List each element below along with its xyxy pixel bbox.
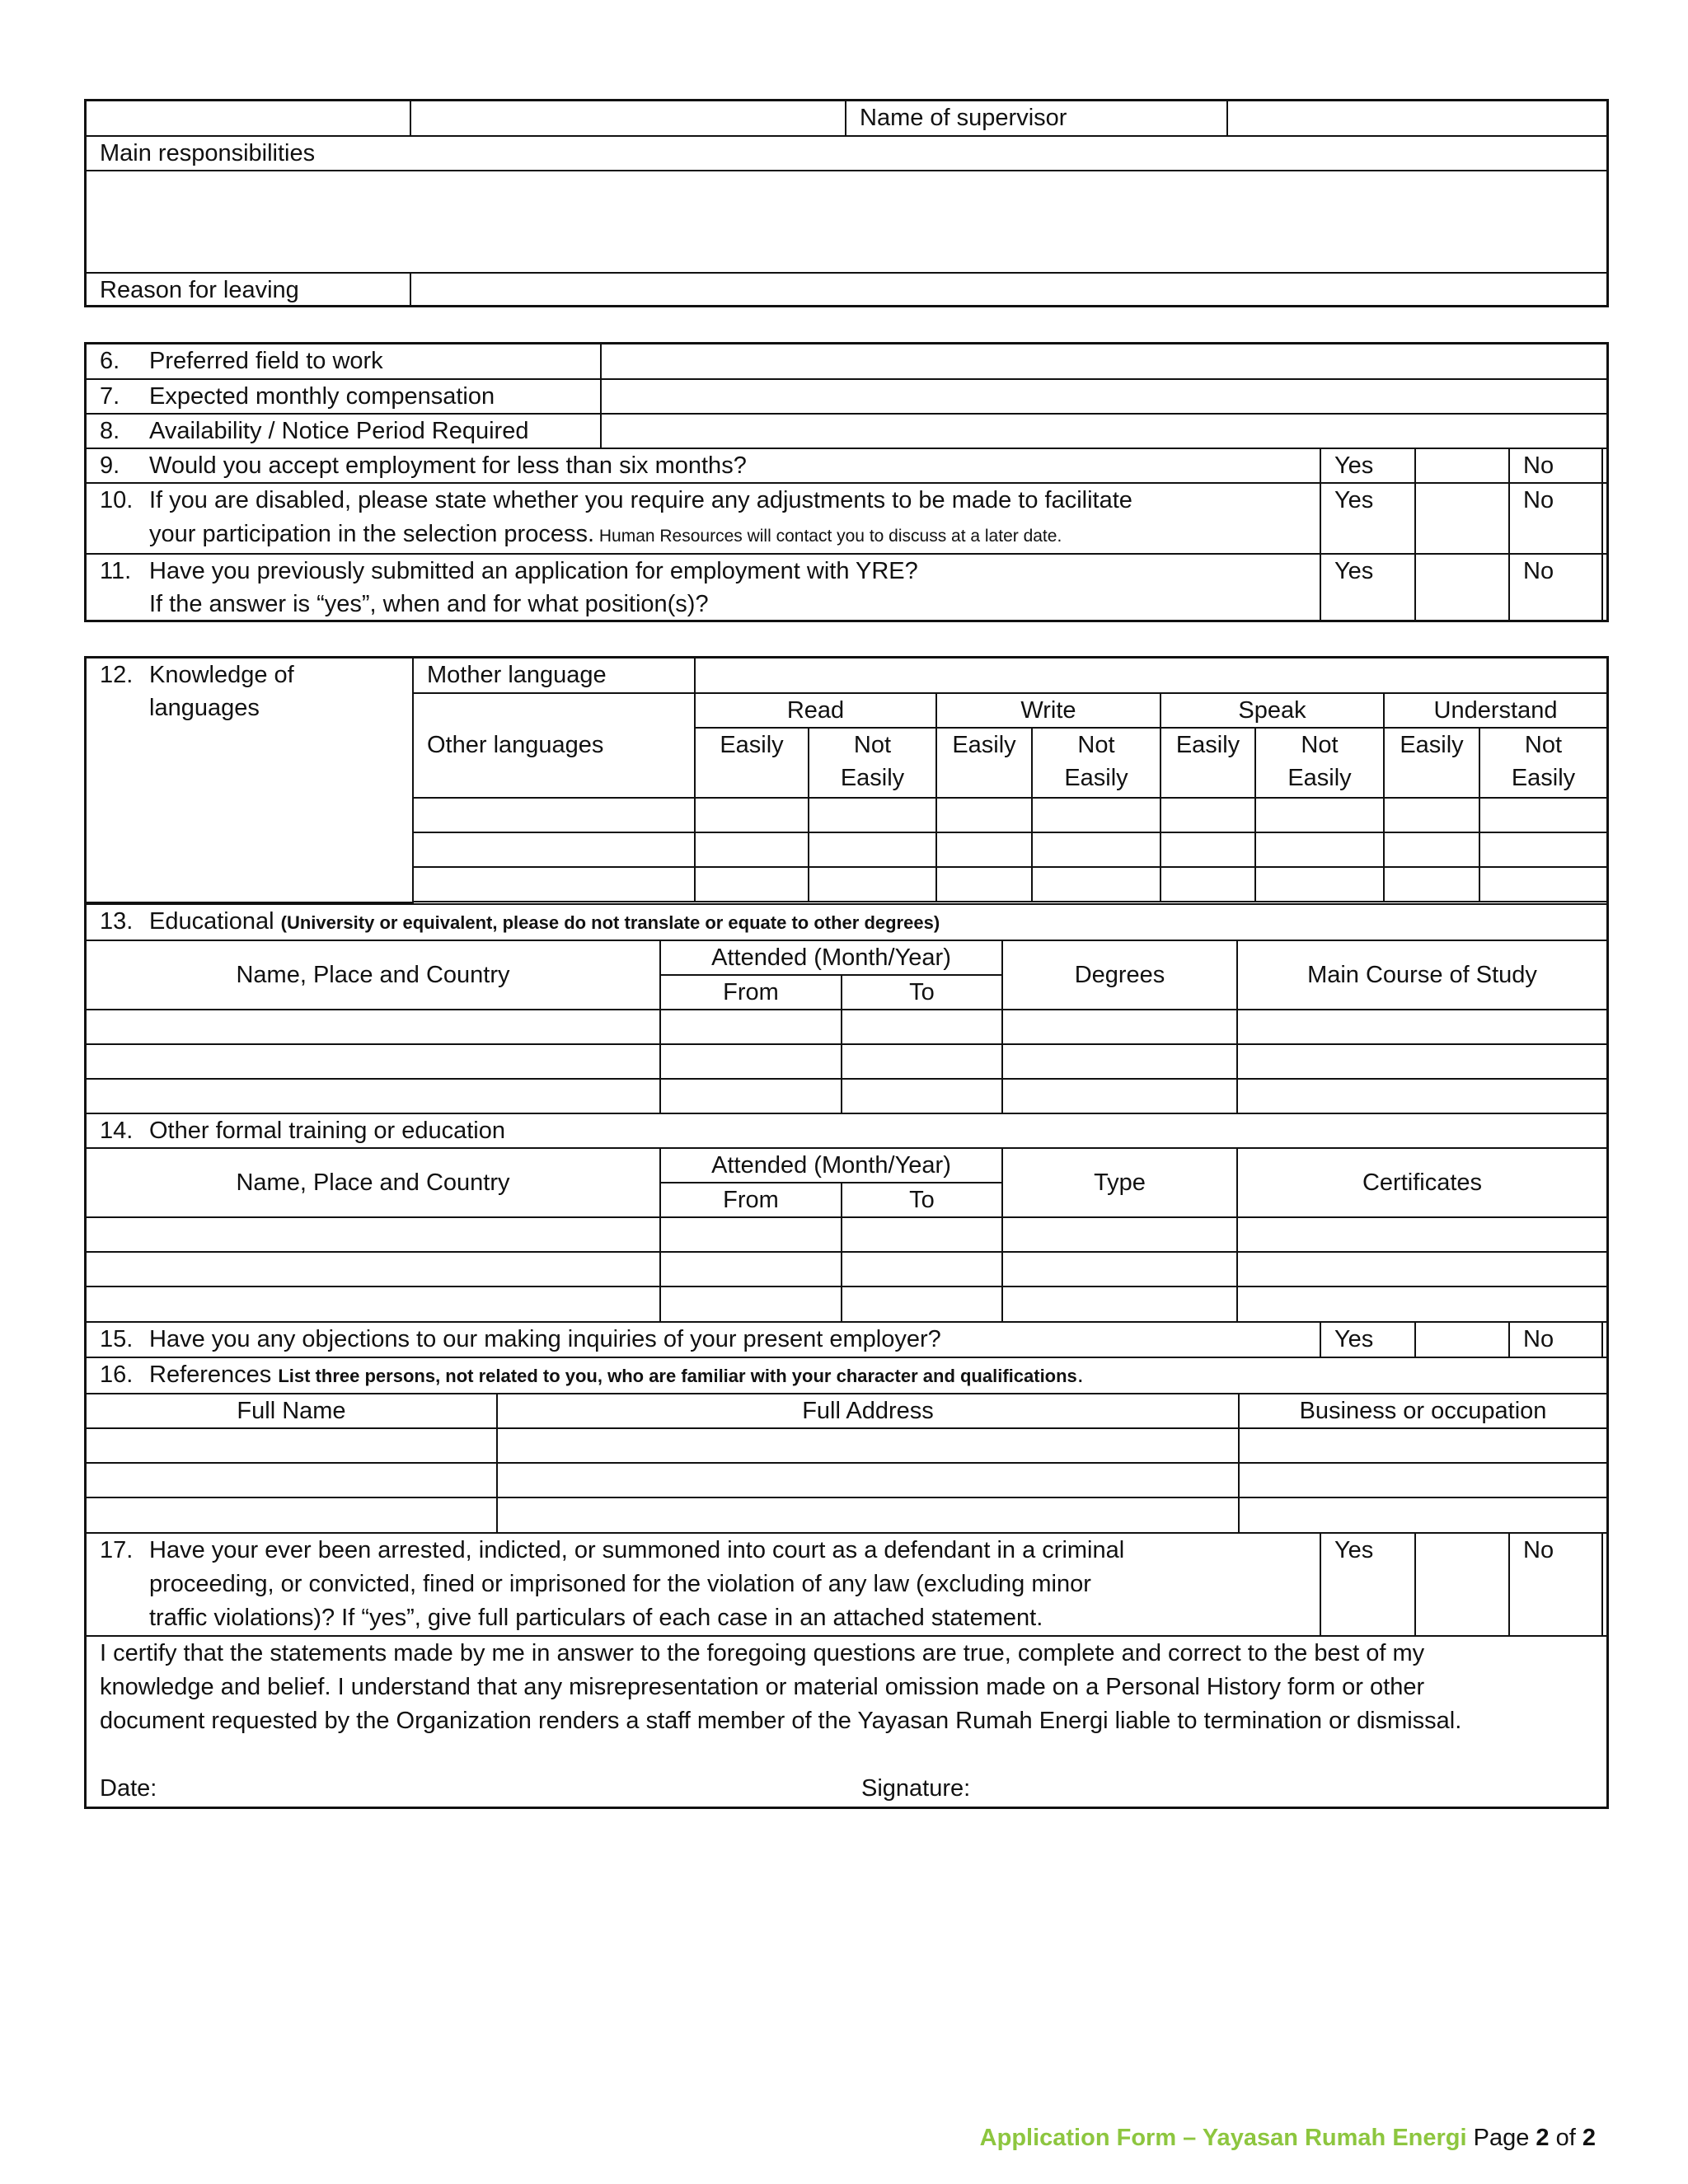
- education-attended-header: Attended (Month/Year): [660, 940, 1002, 975]
- q11-no-label: No: [1509, 554, 1602, 621]
- q11-yes-label: Yes: [1320, 554, 1415, 621]
- q17-no-box[interactable]: [1602, 1533, 1606, 1635]
- q10-label: 10. If you are disabled, please state whether you require any adjustments to be made to facilitate your participation in the selection process. Human Resources will contact you to discuss at a later date.: [87, 483, 1320, 554]
- education-row: [87, 1044, 1606, 1079]
- leaving-label: Reason for leaving: [87, 273, 410, 307]
- education-to-header: To: [842, 975, 1002, 1010]
- mother-language-label: Mother language: [413, 658, 695, 693]
- certification: [87, 1635, 1606, 1802]
- training-to-header: To: [842, 1183, 1002, 1217]
- employer-field[interactable]: [87, 101, 410, 136]
- employment-block: [84, 99, 1609, 307]
- page-total: 2: [1582, 2125, 1596, 2151]
- q15-no-box[interactable]: [1602, 1322, 1606, 1357]
- training-from-header: From: [660, 1183, 842, 1217]
- questions-block: [84, 342, 1609, 622]
- language-name-field[interactable]: [413, 832, 695, 867]
- ref-name-header: Full Name: [87, 1394, 497, 1428]
- ref-business-header: Business or occupation: [1239, 1394, 1606, 1428]
- speak-header: Speak: [1160, 693, 1384, 728]
- write-header: Write: [936, 693, 1160, 728]
- speak-not-easily: Not Easily: [1255, 728, 1384, 797]
- q10-no-label: No: [1509, 483, 1602, 554]
- education-row: [87, 1010, 1606, 1044]
- q8-label: 8. Availability / Notice Period Required: [87, 414, 601, 448]
- speak-easily: Easily: [1160, 728, 1255, 797]
- training-title: 14. Other formal training or education: [87, 1113, 1606, 1148]
- education-name-header: Name, Place and Country: [87, 940, 660, 1010]
- training-row: [87, 1252, 1606, 1286]
- education-degrees-header: Degrees: [1002, 940, 1237, 1010]
- reference-row: [87, 1428, 1606, 1463]
- q9-label: 9. Would you accept employment for less than six months?: [87, 448, 1320, 483]
- references-title: 16. References List three persons, not related to you, who are familiar with your character and qualifications.: [87, 1357, 1606, 1394]
- q15-yes-label: Yes: [1320, 1322, 1415, 1357]
- training-row: [87, 1286, 1606, 1321]
- language-name-field[interactable]: [413, 798, 695, 832]
- references-table: [87, 1357, 1606, 1532]
- page-number: 2: [1536, 2125, 1550, 2151]
- q17-no-label: No: [1509, 1533, 1602, 1635]
- certify-line-2: knowledge and belief. I understand that any misrepresentation or material omission made on a Personal History form or other: [100, 1674, 1425, 1700]
- other-languages-label: Other languages: [413, 693, 695, 797]
- training-name-header: Name, Place and Country: [87, 1148, 660, 1217]
- q15-table: [87, 1321, 1606, 1357]
- q6-label: 6. Preferred field to work: [87, 344, 601, 379]
- q9-no-box[interactable]: [1602, 448, 1606, 483]
- training-row: [87, 1217, 1606, 1252]
- q8-field[interactable]: [601, 414, 1606, 448]
- ref-address-header: Full Address: [497, 1394, 1239, 1428]
- q11-no-box[interactable]: [1602, 554, 1606, 621]
- education-table: [87, 903, 1606, 1321]
- understand-header: Understand: [1384, 693, 1606, 728]
- language-name-field[interactable]: [413, 867, 695, 902]
- responsibilities-label: Main responsibilities: [87, 136, 1606, 171]
- q11-yes-box[interactable]: [1415, 554, 1509, 621]
- q7-field[interactable]: [601, 379, 1606, 414]
- read-easily: Easily: [695, 728, 809, 797]
- q9-no-label: No: [1509, 448, 1602, 483]
- certify-line-3: document requested by the Organization renders a staff member of the Yayasan Rumah Energi liable to termination or dismissal.: [100, 1708, 1462, 1734]
- main-form-block: [84, 656, 1609, 1809]
- q17-table: [87, 1532, 1606, 1635]
- leaving-field[interactable]: [410, 273, 1606, 307]
- signature-label: Signature:: [861, 1775, 971, 1802]
- q10-yes-label: Yes: [1320, 483, 1415, 554]
- q17-label: 17. Have your ever been arrested, indicted, or summoned into court as a defendant in a criminal proceeding, or convicted, fined or imprisoned for the violation of any law (excluding minor traffic violations)? If “yes”, give full particulars of each case in an attached statement.: [87, 1533, 1320, 1635]
- read-header: Read: [695, 693, 936, 728]
- write-easily: Easily: [936, 728, 1032, 797]
- q6-field[interactable]: [601, 344, 1606, 379]
- q9-yes-label: Yes: [1320, 448, 1415, 483]
- understand-not-easily: Not Easily: [1479, 728, 1606, 797]
- read-not-easily: Not Easily: [809, 728, 936, 797]
- write-not-easily: Not Easily: [1032, 728, 1160, 797]
- training-type-header: Type: [1002, 1148, 1237, 1217]
- q7-label: 7. Expected monthly compensation: [87, 379, 601, 414]
- certify-line-1: I certify that the statements made by me in answer to the foregoing questions are true, complete and correct to the best of my: [100, 1640, 1425, 1666]
- mother-language-field[interactable]: [695, 658, 1606, 693]
- q11-label: 11. Have you previously submitted an application for employment with YRE? If the answer is “yes”, when and for what position(s)?: [87, 554, 1320, 621]
- reference-row: [87, 1463, 1606, 1497]
- education-row: [87, 1079, 1606, 1113]
- supervisor-label: Name of supervisor: [846, 101, 1227, 136]
- footer-form-title: Application Form – Yayasan Rumah Energi: [979, 2125, 1467, 2151]
- responsibilities-field[interactable]: [87, 171, 1606, 273]
- q15-label: 15. Have you any objections to our making inquiries of your present employer?: [87, 1322, 1320, 1357]
- languages-title: 12. Knowledge of languages: [87, 658, 413, 902]
- q17-yes-label: Yes: [1320, 1533, 1415, 1635]
- languages-table: [87, 658, 1606, 903]
- position-field[interactable]: [410, 101, 846, 136]
- education-course-header: Main Course of Study: [1237, 940, 1606, 1010]
- reference-row: [87, 1497, 1606, 1532]
- q9-yes-box[interactable]: [1415, 448, 1509, 483]
- supervisor-field[interactable]: [1227, 101, 1606, 136]
- training-attended-header: Attended (Month/Year): [660, 1148, 1002, 1183]
- understand-easily: Easily: [1384, 728, 1479, 797]
- q10-no-box[interactable]: [1602, 483, 1606, 554]
- date-label: Date:: [100, 1775, 157, 1802]
- q15-yes-box[interactable]: [1415, 1322, 1509, 1357]
- q10-yes-box[interactable]: [1415, 483, 1509, 554]
- q15-no-label: No: [1509, 1322, 1602, 1357]
- page-footer: Application Form – Yayasan Rumah Energi Page 2 of 2: [979, 2125, 1596, 2151]
- education-from-header: From: [660, 975, 842, 1010]
- education-title: 13. Educational (University or equivalent, please do not translate or equate to other degrees): [87, 904, 1606, 940]
- q17-yes-box[interactable]: [1415, 1533, 1509, 1635]
- training-certificates-header: Certificates: [1237, 1148, 1606, 1217]
